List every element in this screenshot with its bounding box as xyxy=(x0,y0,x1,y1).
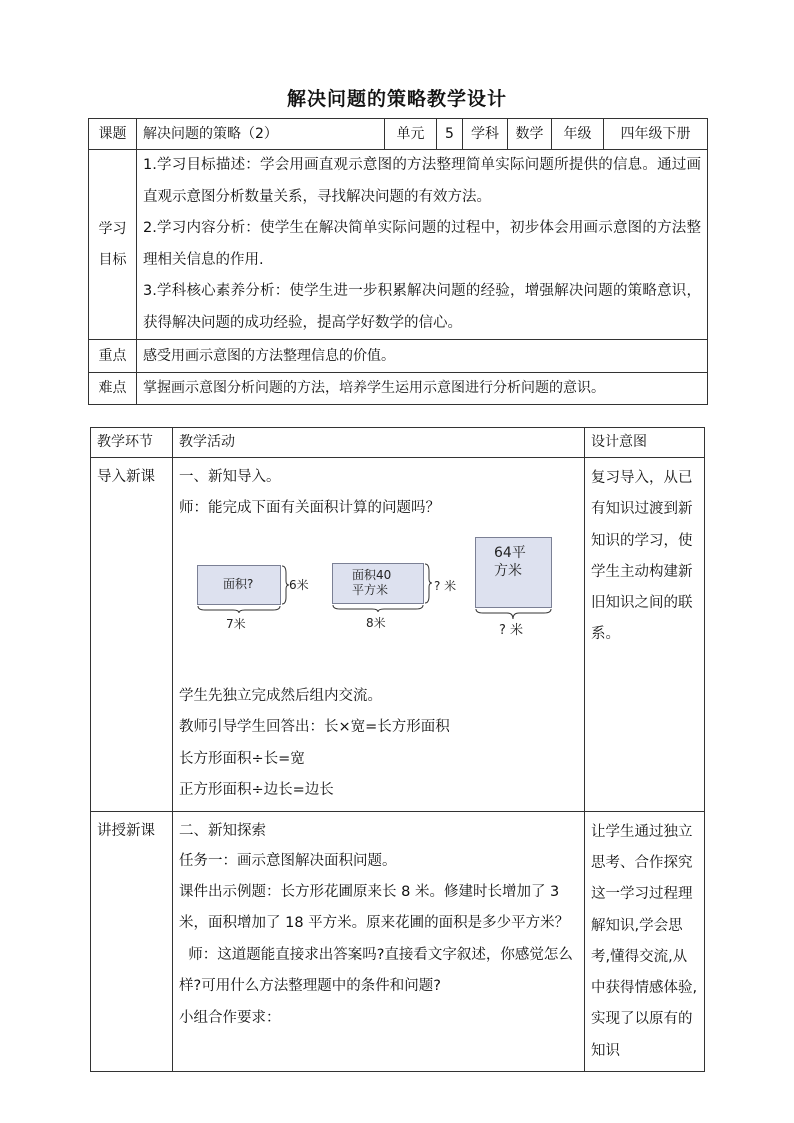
rectangle-1-side-label: 6米 xyxy=(289,578,309,592)
area-diagram xyxy=(179,525,578,681)
activity-line: 正方形面积÷边长=边长 xyxy=(179,782,334,799)
stage-cell xyxy=(91,811,173,1071)
intent-text: 复习导入，从已有知识过渡到新知识的学习，使学生主动构建新旧知识之间的联系。 xyxy=(591,470,693,643)
goal-item: 3.学科核心素养分析：使学生进一步积累解决问题的经验，增强解决问题的策略意识，获得解决问题的成功经验，提高学好数学的信心。 xyxy=(143,283,701,331)
square-3-label-line-2: 方米 xyxy=(494,563,522,579)
rectangle-2-side-brace xyxy=(424,563,432,604)
activity-line: 小组合作要求： xyxy=(179,1009,281,1026)
activity-line: 任务一：画示意图解决面积问题。 xyxy=(179,852,397,869)
activity-line: 师：能完成下面有关面积计算的问题吗？ xyxy=(179,500,440,516)
grade-label: 年级 xyxy=(552,119,604,150)
intent-cell xyxy=(585,458,705,812)
rectangle-2-label-line-1: 面积40 xyxy=(352,568,392,582)
goal-item: 1.学习目标描述：学会用画直观示意图的方法整理简单实际问题所提供的信息。通过画直观示意图分析数量关系，寻找解决问题的有效方法。 xyxy=(143,157,701,205)
header-activity: 教学活动 xyxy=(173,428,585,458)
rectangle-2-side-label: ? 米 xyxy=(434,579,457,593)
topic-value: 解决问题的策略（2） xyxy=(137,119,385,150)
activity-cell xyxy=(173,811,585,1071)
course-info-table xyxy=(88,118,708,405)
unit-label: 单元 xyxy=(385,119,437,150)
activity-paragraph: 师：这道题能直接求出答案吗?直接看文字叙述，你感觉怎么样?可用什么方法整理题中的条件和问题? xyxy=(179,946,573,995)
goals-label xyxy=(89,150,137,340)
subject-value: 数学 xyxy=(508,119,552,150)
activity-line: 学生先独立完成然后组内交流。 xyxy=(179,688,382,704)
rectangle-2-bottom-label: 8米 xyxy=(366,616,386,630)
difficulty-label: 难点 xyxy=(89,373,137,405)
goals-label-line-1: 学习 xyxy=(98,220,127,237)
rectangle-2-bottom-brace xyxy=(332,604,424,612)
grade-value: 四年级下册 xyxy=(604,119,708,150)
page-title: 解决问题的策略教学设计 xyxy=(286,88,507,110)
teaching-process-table xyxy=(90,427,705,1072)
square-3-bottom-brace xyxy=(475,608,552,620)
subject-label: 学科 xyxy=(463,119,508,150)
header-intent: 设计意图 xyxy=(585,428,705,458)
activity-line: 教师引导学生回答出：长×宽=长方形面积 xyxy=(179,719,450,736)
rectangle-1-bottom-brace xyxy=(197,605,281,613)
activity-paragraph: 课件出示例题：长方形花圃原来长 8 米。修建时长增加了 3 米，面积增加了 18 平方米。原来花圃的面积是多少平方米？ xyxy=(179,884,570,932)
topic-label: 课题 xyxy=(89,119,137,150)
goals-cell xyxy=(137,150,708,340)
goal-item: 2.学习内容分析：使学生在解决简单实际问题的过程中，初步体会用画示意图的方法整理相关信息的作用. xyxy=(143,220,701,268)
header-stage: 教学环节 xyxy=(91,428,173,458)
difficulty-value: 掌握画示意图分析问题的方法，培养学生运用示意图进行分析问题的意识。 xyxy=(137,373,708,405)
activity-cell xyxy=(173,458,585,812)
stage-name: 导入新课 xyxy=(97,469,155,485)
activity-line: 长方形面积÷长=宽 xyxy=(179,750,305,767)
activity-line: 二、新知探索 xyxy=(179,822,266,839)
unit-value: 5 xyxy=(437,119,463,150)
key-label: 重点 xyxy=(89,340,137,373)
rectangle-1-label: 面积? xyxy=(223,577,254,591)
intent-text: 让学生通过独立思考、合作探究这一学习过程理解知识,学会思考,懂得交流,从中获得情感体验,实现了以原有的知识 xyxy=(591,823,698,1059)
key-value: 感受用画示意图的方法整理信息的价值。 xyxy=(137,340,708,373)
square-3-bottom-label: ? 米 xyxy=(499,623,524,638)
rectangle-1-side-brace xyxy=(281,565,289,605)
stage-name: 讲授新课 xyxy=(97,822,155,839)
stage-cell xyxy=(91,458,173,812)
intent-cell xyxy=(585,811,705,1071)
goals-label-line-2: 目标 xyxy=(98,251,127,268)
rectangle-1-bottom-label: 7米 xyxy=(226,617,246,631)
activity-line: 一、新知导入。 xyxy=(179,469,281,485)
square-3-label-line-1: 64平 xyxy=(494,545,526,561)
rectangle-2-label-line-2: 平方米 xyxy=(352,583,389,597)
